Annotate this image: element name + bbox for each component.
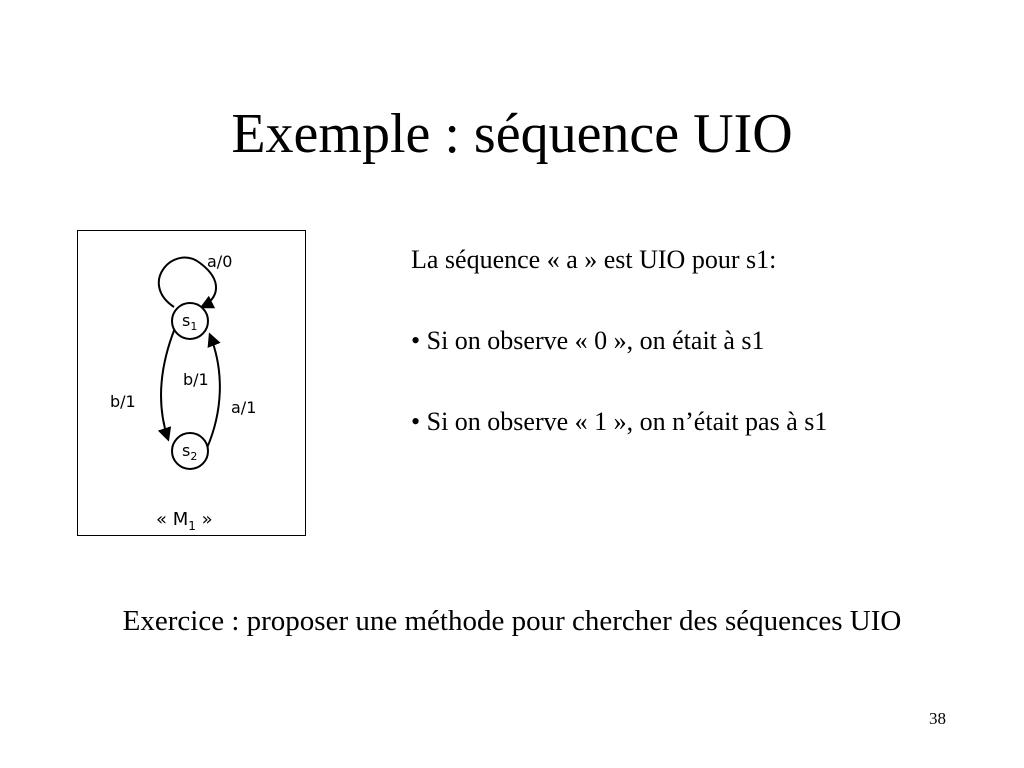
- diagram-caption: [156, 509, 213, 533]
- transition-s1-to-s2: [161, 328, 175, 439]
- state-s2-subscript: 2: [190, 450, 198, 463]
- state-s2: [172, 433, 208, 469]
- transition-label-b1-left: b/1: [110, 392, 136, 411]
- slide-title: Exemple : séquence UIO: [231, 103, 793, 165]
- transition-label-a1: a/1: [231, 398, 257, 417]
- transition-s2-to-s1: [207, 335, 220, 448]
- explanation-text: [411, 240, 1011, 442]
- state-s1: [172, 303, 208, 339]
- explanation-heading: La séquence « a » est UIO pour s1:: [411, 245, 777, 274]
- diagram-caption-subscript: 1: [188, 519, 196, 533]
- state-s2-name: s: [182, 441, 191, 460]
- page-number: 38: [929, 709, 946, 728]
- transition-label-b1-right: b/1: [183, 370, 209, 389]
- diagram-caption-left: « M: [156, 509, 189, 530]
- state-machine-svg: [78, 231, 305, 535]
- exercise-statement: Exercice : proposer une méthode pour chercher des séquences UIO: [122, 605, 902, 637]
- transition-label-a0: a/0: [207, 252, 233, 271]
- state-machine-diagram: [77, 230, 306, 536]
- explanation-bullet-1: • Si on observe « 1 », on n’était pas à s1: [411, 407, 828, 436]
- explanation-bullet-0: • Si on observe « 0 », on était à s1: [411, 326, 765, 355]
- diagram-caption-right: »: [195, 509, 213, 530]
- state-s1-subscript: 1: [190, 320, 198, 333]
- state-s1-name: s: [182, 311, 191, 330]
